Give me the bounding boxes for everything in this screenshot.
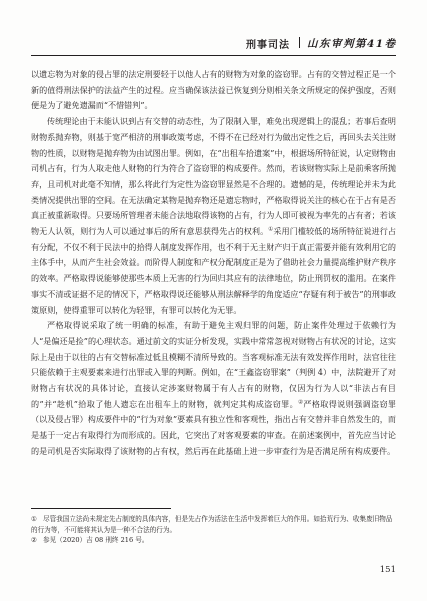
footnote-ref[interactable]: ② bbox=[298, 399, 304, 406]
header-separator bbox=[299, 37, 300, 48]
header-journal-title: 山东审判第41卷 bbox=[307, 38, 397, 50]
header-rule bbox=[31, 55, 396, 56]
body-text bbox=[31, 67, 396, 460]
footnote-rule bbox=[31, 508, 171, 509]
footnote: ② 参见（2020）吉 08 刑终 216 号。 bbox=[31, 536, 149, 544]
footnote-ref[interactable]: ① bbox=[268, 226, 274, 233]
page-number: 151 bbox=[379, 565, 396, 575]
paragraph: 严格取得说采取了统一明确的标准，有助于避免主观归罪的问题，防止案件处理过于依赖行为人“是偏还是捡”的心理状态。通过前文的实证分析发现，实践中常常忽视对财物占有状况的讨论，这实际上是由于以往的占有交替标准过低且模糊不清所导致的。当客观标准无法有效发挥作用时，法官往往只能依赖于主观要素来进行出罪或入罪的判断。例如，在“王鑫盗窃罪案”（判例 4）中，法院避开了对财物占有状况的具体讨论，直接认定涉案财物属于有人占有的财物，仅因为行为人以“非法占有目的”并“趁机”拾取了他人遗忘在出租车上的财物，就判定其构成盗窃罪。②严格取得说则强调盗窃罪（以及侵占罪）构成要件中的“行为对象”要素具有独立性和客观性，指出占有交替并非自然发生的，而是基于一定占有取得行为而形成的。因此，它突出了对客观要素的审查。在前述案例中，首先应当讨论的是司机是否实际取得了该财物的占有权，然后再在此基础上进一步审查行为是否满足所有构成要件。 bbox=[31, 320, 396, 456]
footnotes bbox=[31, 514, 396, 546]
header-section-title: 刑事司法 bbox=[246, 40, 290, 51]
running-header bbox=[0, 36, 427, 52]
paragraph: 传统理论由于未能认识到占有交替的动态性，为了限制入罪，难免出现逻辑上的混乱；若事后查明财物系抛弃物，则基于宽严相济的刑事政策考虑，不得不在已经对行为做出定性之后，再回头去关注财物的性质，以财物是抛弃物为由试图出罪。例如，在“出租车拾遗案”中，根据场所特征说，认定财物由司机占有，行为人取走他人财物的行为符合了盗窃罪的构成要件。然而，若该财物实际上是前乘客所抛弃，且司机对此毫不知情，那么将此行为定性为盗窃罪显然是不合理的。遗憾的是，传统理论并未为此类情况提供出罪的空间。在无法确定某物是抛弃物还是遗忘物时，严格取得说关注的核心在于占有是否真正被重新取得。只要场所管理者未能合法地取得该物的占有，行为人即可被视为率先的占有者；若该物无人认领，则行为人可以通过事后的所有意思获得先占的权利。①采用门槛较低的场所特征说进行占有分配，不仅不利于民法中的拾得人制度发挥作用，也不利于无主财产归于真正需要并能有效利用它的主体手中，从而产生社会效益。而阶得人制度和产权分配制度正是为了借助社会力量提高维护财产秩序的效率。严格取得说能够使那些本质上无害的行为回归其应有的法律地位，防止刑罚权的滥用。在案件事实不清或证据不足的情况下，严格取得说还能够从刑法解释学的角度适应“存疑有利于被告”的刑事政策原则，使得重罪可以转化为轻罪，有罪可以转化为无罪。 bbox=[31, 116, 396, 315]
paragraph: 以遗忘物为对象的侵占罪的法定刑要轻于以他人占有的财物为对象的盗窃罪。占有的交替过程正是一个新的值得刑法保护的法益产生的过程。应当确保该法益已恢复到分则相关条文所规定的保护强度，否则便是为了避免遗漏而“不惜错判”。 bbox=[31, 69, 396, 111]
footnote: ① 尽管我国立法尚未规定先占制度的具体内容，但是先占作为活法在生活中发挥着巨大的作用。如拾荒行为、收集废旧物品的行为等，不可能将其认为是一种不合法的行为。 bbox=[31, 515, 393, 534]
